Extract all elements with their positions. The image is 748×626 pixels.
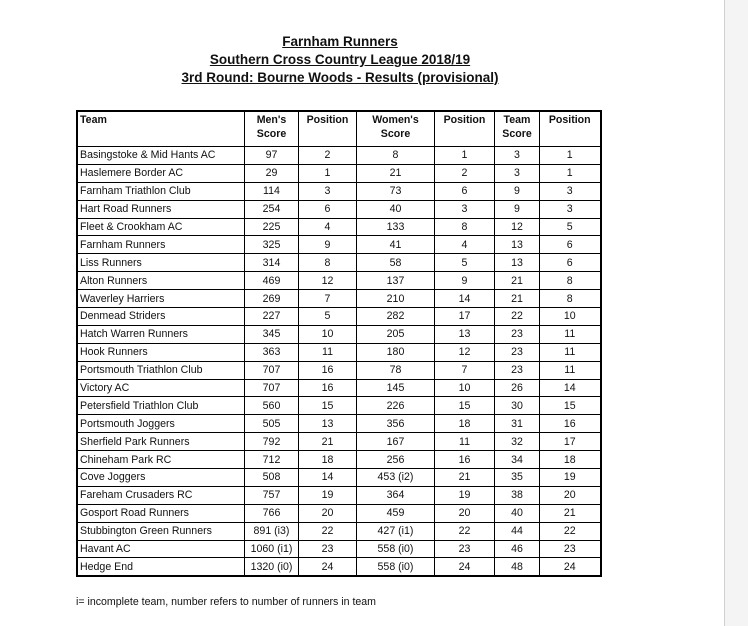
team-name-cell: Haslemere Border AC [77, 164, 245, 182]
team-score-cell: 21 [495, 272, 540, 290]
mens-score-cell: 707 [245, 379, 299, 397]
mens-score-cell: 29 [245, 164, 299, 182]
team-name-cell: Portsmouth Joggers [77, 415, 245, 433]
mens-score-cell: 114 [245, 182, 299, 200]
team-position-cell: 10 [540, 308, 601, 326]
womens-score-cell: 427 (i1) [357, 522, 435, 540]
women-position-cell: 20 [435, 504, 495, 522]
women-position-cell: 18 [435, 415, 495, 433]
womens-score-cell: 364 [357, 486, 435, 504]
team-position-cell: 18 [540, 451, 601, 469]
team-name-cell: Chineham Park RC [77, 451, 245, 469]
team-position-cell: 11 [540, 325, 601, 343]
women-position-cell: 14 [435, 290, 495, 308]
womens-score-cell: 133 [357, 218, 435, 236]
mens-score-cell: 757 [245, 486, 299, 504]
col-header-team [77, 111, 245, 147]
team-score-cell: 9 [495, 182, 540, 200]
mens-score-cell: 225 [245, 218, 299, 236]
men-position-cell: 22 [299, 522, 357, 540]
women-position-cell: 7 [435, 361, 495, 379]
womens-score-cell: 137 [357, 272, 435, 290]
table-row [77, 254, 601, 272]
team-score-cell: 34 [495, 451, 540, 469]
team-name-cell: Hart Road Runners [77, 200, 245, 218]
col-header-team-score-line1: Team [503, 114, 531, 126]
team-position-cell: 14 [540, 379, 601, 397]
men-position-cell: 14 [299, 469, 357, 487]
page-margin-shade [725, 0, 748, 626]
team-position-cell: 22 [540, 522, 601, 540]
table-row [77, 504, 601, 522]
men-position-cell: 21 [299, 433, 357, 451]
women-position-cell: 3 [435, 200, 495, 218]
team-position-cell: 16 [540, 415, 601, 433]
women-position-cell: 13 [435, 325, 495, 343]
women-position-cell: 17 [435, 308, 495, 326]
table-row [77, 147, 601, 165]
womens-score-cell: 78 [357, 361, 435, 379]
team-name-cell: Havant AC [77, 540, 245, 558]
team-score-cell: 46 [495, 540, 540, 558]
team-name-cell: Petersfield Triathlon Club [77, 397, 245, 415]
men-position-cell: 5 [299, 308, 357, 326]
team-position-cell: 11 [540, 361, 601, 379]
col-header-mens-score-line2: Score [256, 128, 287, 140]
table-row [77, 486, 601, 504]
team-position-cell: 17 [540, 433, 601, 451]
women-position-cell: 1 [435, 147, 495, 165]
women-position-cell: 21 [435, 469, 495, 487]
men-position-cell: 4 [299, 218, 357, 236]
league-title: Southern Cross Country League 2018/19 [209, 52, 471, 67]
team-position-cell: 11 [540, 343, 601, 361]
document-header [0, 33, 680, 87]
results-table-body [77, 147, 601, 577]
team-position-cell: 8 [540, 272, 601, 290]
team-name-cell: Denmead Striders [77, 308, 245, 326]
womens-score-cell: 167 [357, 433, 435, 451]
table-row [77, 558, 601, 576]
men-position-cell: 6 [299, 200, 357, 218]
men-position-cell: 7 [299, 290, 357, 308]
table-row [77, 164, 601, 182]
table-row [77, 540, 601, 558]
col-header-mens-score [245, 111, 299, 147]
womens-score-cell: 8 [357, 147, 435, 165]
mens-score-cell: 97 [245, 147, 299, 165]
club-title: Farnham Runners [282, 34, 398, 49]
team-score-cell: 38 [495, 486, 540, 504]
womens-score-cell: 226 [357, 397, 435, 415]
team-name-cell: Waverley Harriers [77, 290, 245, 308]
men-position-cell: 23 [299, 540, 357, 558]
womens-score-cell: 558 (i0) [357, 540, 435, 558]
mens-score-cell: 707 [245, 361, 299, 379]
women-position-cell: 10 [435, 379, 495, 397]
results-table [76, 110, 602, 577]
mens-score-cell: 345 [245, 325, 299, 343]
team-position-cell: 8 [540, 290, 601, 308]
men-position-cell: 1 [299, 164, 357, 182]
womens-score-cell: 73 [357, 182, 435, 200]
men-position-cell: 9 [299, 236, 357, 254]
womens-score-cell: 210 [357, 290, 435, 308]
col-header-team-position-label: Position [548, 114, 591, 126]
team-score-cell: 35 [495, 469, 540, 487]
team-score-cell: 31 [495, 415, 540, 433]
team-position-cell: 21 [540, 504, 601, 522]
women-position-cell: 24 [435, 558, 495, 576]
men-position-cell: 19 [299, 486, 357, 504]
team-score-cell: 23 [495, 361, 540, 379]
womens-score-cell: 205 [357, 325, 435, 343]
team-score-cell: 26 [495, 379, 540, 397]
table-row [77, 200, 601, 218]
women-position-cell: 12 [435, 343, 495, 361]
mens-score-cell: 792 [245, 433, 299, 451]
team-position-cell: 20 [540, 486, 601, 504]
team-name-cell: Hatch Warren Runners [77, 325, 245, 343]
table-header-row [77, 111, 601, 147]
team-position-cell: 5 [540, 218, 601, 236]
womens-score-cell: 40 [357, 200, 435, 218]
mens-score-cell: 1320 (i0) [245, 558, 299, 576]
women-position-cell: 4 [435, 236, 495, 254]
mens-score-cell: 325 [245, 236, 299, 254]
men-position-cell: 3 [299, 182, 357, 200]
round-title: 3rd Round: Bourne Woods - Results (provisional) [181, 70, 499, 85]
women-position-cell: 16 [435, 451, 495, 469]
team-position-cell: 24 [540, 558, 601, 576]
womens-score-cell: 256 [357, 451, 435, 469]
womens-score-cell: 558 (i0) [357, 558, 435, 576]
table-row [77, 379, 601, 397]
team-score-cell: 3 [495, 147, 540, 165]
women-position-cell: 19 [435, 486, 495, 504]
mens-score-cell: 314 [245, 254, 299, 272]
mens-score-cell: 560 [245, 397, 299, 415]
team-name-cell: Liss Runners [77, 254, 245, 272]
mens-score-cell: 227 [245, 308, 299, 326]
women-position-cell: 15 [435, 397, 495, 415]
team-name-cell: Fleet & Crookham AC [77, 218, 245, 236]
mens-score-cell: 891 (i3) [245, 522, 299, 540]
team-position-cell: 19 [540, 469, 601, 487]
col-header-women-position-label: Position [443, 114, 486, 126]
womens-score-cell: 21 [357, 164, 435, 182]
women-position-cell: 5 [435, 254, 495, 272]
mens-score-cell: 1060 (i1) [245, 540, 299, 558]
women-position-cell: 6 [435, 182, 495, 200]
men-position-cell: 24 [299, 558, 357, 576]
team-position-cell: 23 [540, 540, 601, 558]
team-position-cell: 15 [540, 397, 601, 415]
mens-score-cell: 269 [245, 290, 299, 308]
team-name-cell: Portsmouth Triathlon Club [77, 361, 245, 379]
team-name-cell: Alton Runners [77, 272, 245, 290]
col-header-men-position-label: Position [306, 114, 349, 126]
mens-score-cell: 254 [245, 200, 299, 218]
womens-score-cell: 58 [357, 254, 435, 272]
team-name-cell: Fareham Crusaders RC [77, 486, 245, 504]
team-score-cell: 13 [495, 236, 540, 254]
team-score-cell: 21 [495, 290, 540, 308]
col-header-team-score [495, 111, 540, 147]
men-position-cell: 2 [299, 147, 357, 165]
team-name-cell: Hook Runners [77, 343, 245, 361]
team-score-cell: 9 [495, 200, 540, 218]
womens-score-cell: 453 (i2) [357, 469, 435, 487]
team-name-cell: Stubbington Green Runners [77, 522, 245, 540]
table-row [77, 272, 601, 290]
team-name-cell: Sherfield Park Runners [77, 433, 245, 451]
mens-score-cell: 712 [245, 451, 299, 469]
womens-score-cell: 180 [357, 343, 435, 361]
women-position-cell: 11 [435, 433, 495, 451]
table-row [77, 397, 601, 415]
table-row [77, 325, 601, 343]
mens-score-cell: 505 [245, 415, 299, 433]
col-header-womens-score [357, 111, 435, 147]
table-row [77, 451, 601, 469]
team-score-cell: 40 [495, 504, 540, 522]
team-name-cell: Hedge End [77, 558, 245, 576]
men-position-cell: 13 [299, 415, 357, 433]
team-name-cell: Basingstoke & Mid Hants AC [77, 147, 245, 165]
team-score-cell: 12 [495, 218, 540, 236]
men-position-cell: 18 [299, 451, 357, 469]
men-position-cell: 12 [299, 272, 357, 290]
men-position-cell: 8 [299, 254, 357, 272]
team-name-cell: Gosport Road Runners [77, 504, 245, 522]
men-position-cell: 20 [299, 504, 357, 522]
team-position-cell: 6 [540, 236, 601, 254]
team-score-cell: 30 [495, 397, 540, 415]
col-header-team-score-line2: Score [502, 128, 532, 140]
men-position-cell: 15 [299, 397, 357, 415]
team-score-cell: 22 [495, 308, 540, 326]
table-row [77, 236, 601, 254]
col-header-team-position [540, 111, 601, 147]
team-name-cell: Cove Joggers [77, 469, 245, 487]
footnote: i= incomplete team, number refers to number of runners in team [76, 596, 377, 608]
team-score-cell: 44 [495, 522, 540, 540]
team-score-cell: 48 [495, 558, 540, 576]
mens-score-cell: 766 [245, 504, 299, 522]
team-name-cell: Farnham Triathlon Club [77, 182, 245, 200]
table-row [77, 182, 601, 200]
table-row [77, 361, 601, 379]
team-score-cell: 23 [495, 325, 540, 343]
col-header-women-position [435, 111, 495, 147]
team-name-cell: Farnham Runners [77, 236, 245, 254]
table-row [77, 308, 601, 326]
mens-score-cell: 363 [245, 343, 299, 361]
women-position-cell: 22 [435, 522, 495, 540]
table-row [77, 290, 601, 308]
col-header-team-label: Team [80, 114, 107, 126]
men-position-cell: 10 [299, 325, 357, 343]
col-header-womens-score-line2: Score [380, 128, 411, 140]
team-position-cell: 3 [540, 182, 601, 200]
womens-score-cell: 41 [357, 236, 435, 254]
womens-score-cell: 145 [357, 379, 435, 397]
womens-score-cell: 356 [357, 415, 435, 433]
team-score-cell: 32 [495, 433, 540, 451]
team-score-cell: 23 [495, 343, 540, 361]
table-row [77, 469, 601, 487]
team-score-cell: 3 [495, 164, 540, 182]
men-position-cell: 16 [299, 361, 357, 379]
women-position-cell: 2 [435, 164, 495, 182]
col-header-womens-score-line1: Women's [372, 114, 419, 126]
women-position-cell: 23 [435, 540, 495, 558]
womens-score-cell: 282 [357, 308, 435, 326]
womens-score-cell: 459 [357, 504, 435, 522]
mens-score-cell: 508 [245, 469, 299, 487]
table-row [77, 433, 601, 451]
women-position-cell: 8 [435, 218, 495, 236]
men-position-cell: 16 [299, 379, 357, 397]
men-position-cell: 11 [299, 343, 357, 361]
table-row [77, 343, 601, 361]
table-row [77, 218, 601, 236]
team-position-cell: 6 [540, 254, 601, 272]
team-position-cell: 1 [540, 164, 601, 182]
col-header-men-position [299, 111, 357, 147]
team-score-cell: 13 [495, 254, 540, 272]
team-name-cell: Victory AC [77, 379, 245, 397]
team-position-cell: 3 [540, 200, 601, 218]
table-row [77, 415, 601, 433]
table-row [77, 522, 601, 540]
team-position-cell: 1 [540, 147, 601, 165]
col-header-mens-score-line1: Men's [256, 114, 287, 126]
women-position-cell: 9 [435, 272, 495, 290]
mens-score-cell: 469 [245, 272, 299, 290]
